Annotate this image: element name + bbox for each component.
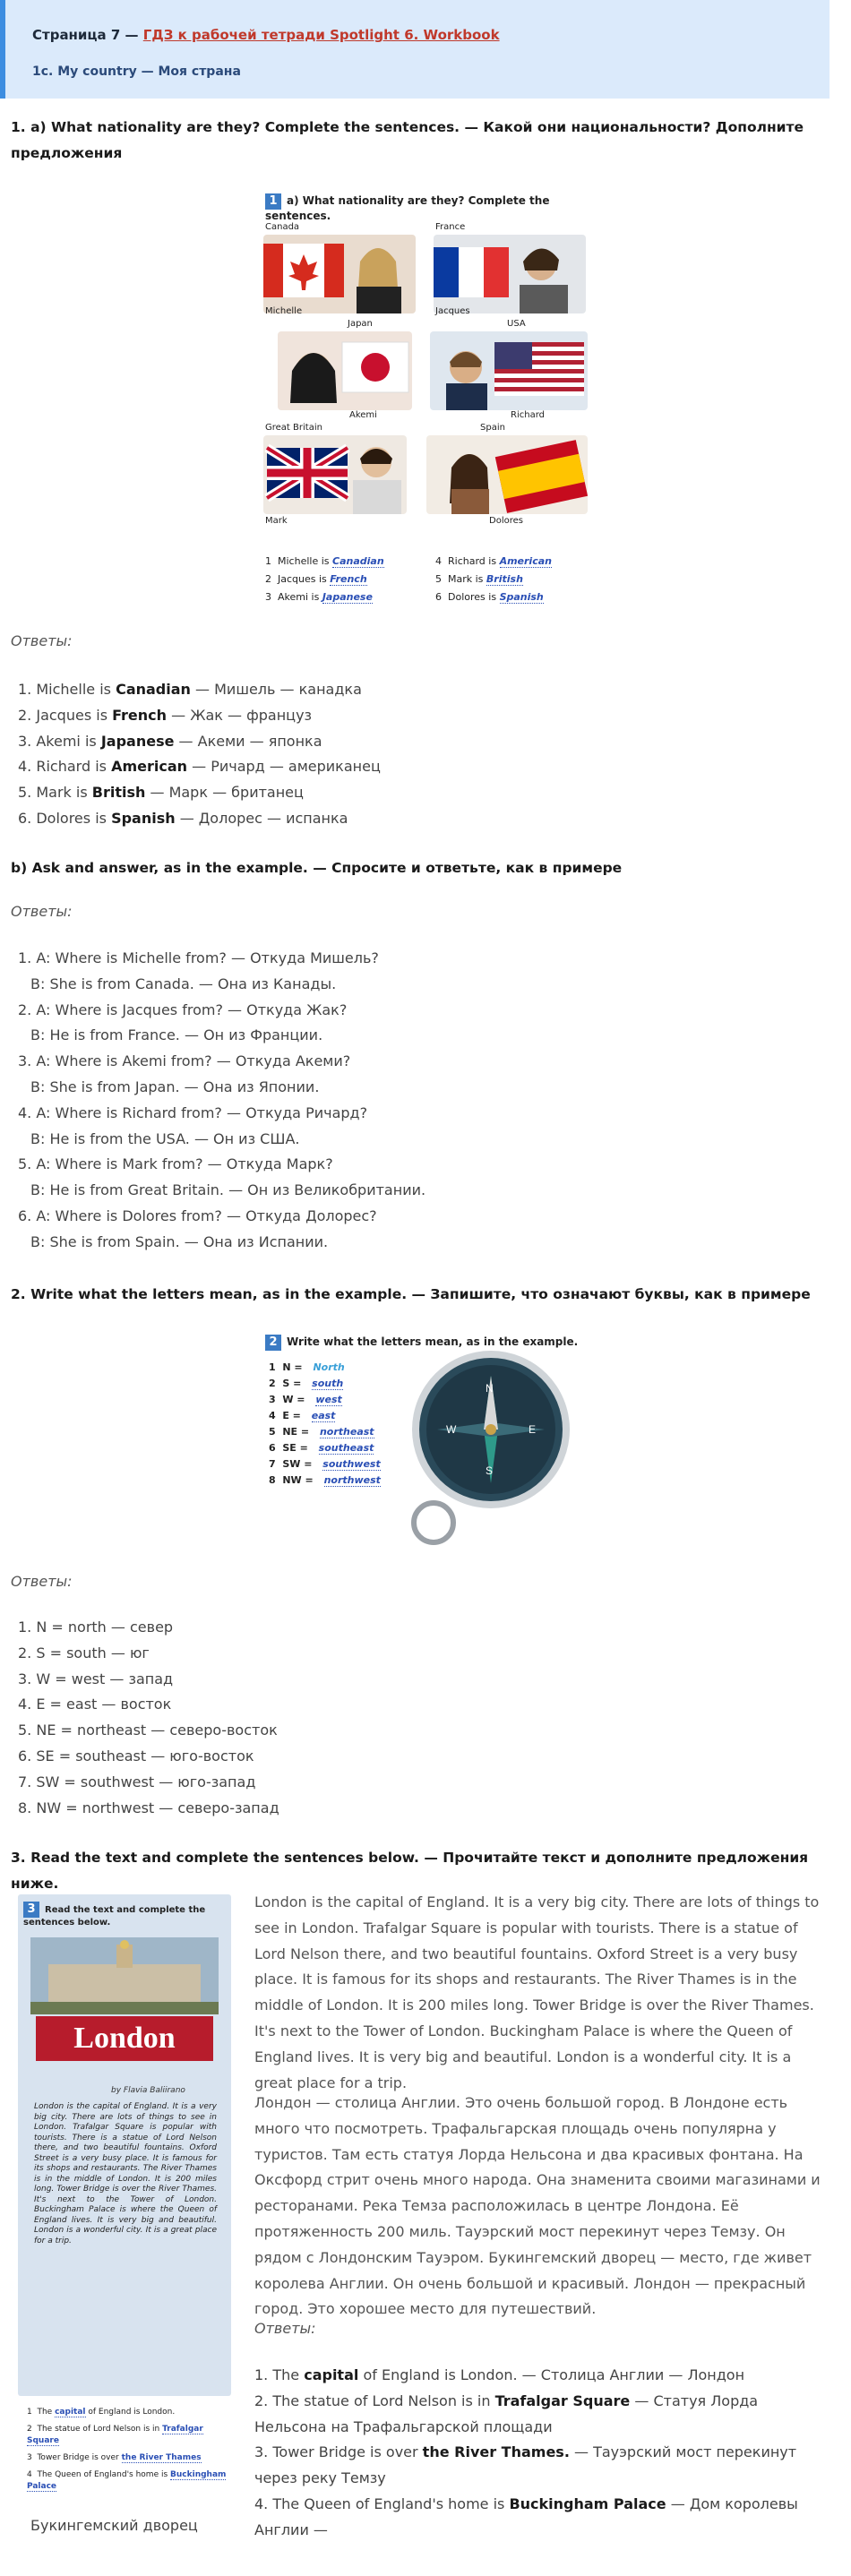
palace-photo-icon [30,1937,219,2014]
answers-label: Ответы: [11,1573,73,1590]
exercise-number-badge: 2 [265,1335,281,1351]
dialogue-item: 6. A: Where is Dolores from? — Откуда Долорес? B: She is from Spain. — Она из Испании. [18,1206,377,1250]
dialogue-item: 1. A: Where is Michelle from? — Откуда Мишель? B: She is from Canada. — Она из Канады. [18,949,379,992]
direction-row: 5 NE = northeast [269,1426,374,1438]
answers-list-3 [254,2363,828,2544]
svg-text:S: S [486,1464,494,1477]
exercise-1a-title: 1. a) What nationality are they? Complete the sentences. — Какой они национальности? Дополните предложения [11,119,804,161]
direction-row: 3 W = west [269,1394,342,1405]
handwritten-answer: the River Thames [121,2453,202,2462]
text-english: London is the capital of England. It is a very big city. There are lots of things to see in London. Trafalgar Square is popular with tourists. There is a statue of Lord Nelson there, and two beautiful fountains. Oxford Street is a very busy place. It is famous for its shops and restaurants. The River Thames is in the middle of London. It is 200 miles long. Tower Bridge is over the River Thames. It's next to the Tower of London. Buckingham Palace is where the Queen of England lives. It is very big and beautiful. London is a wonderful city. It is a great place for a trip. [254,1893,820,2091]
fill-text: Richard is [448,555,497,567]
text-russian: Лондон — столица Англии. Это очень большой город. В Лондоне есть много что посмотреть. Трафальгарская площадь очень популярна у туристов. Там есть статуя Лорда Нельсона и два красивых фонтана. На Оксфорд стрит очень много народа. Она знаменита своими магазинами и ресторанами. Река Темза расположилась в центре Лондона. Её протяженность 200 миль. Тауэрский мост перекинут через Темзу. Он рядом с Лондонским Тауэром. Букингемский дворец — место, где живет королева Англии. Он очень большой и красивый. Лондон — прекрасный город. Это хорошее место для путешествий. [254,2094,821,2318]
section-title: 1c. My country — Моя страна [32,64,241,79]
answer-item: 5. NE = northeast — северо-восток [18,1722,278,1739]
answer-item: 1. Michelle is Canadian — Мишель — канадка [18,681,362,698]
exercise-number-badge: 3 [23,1902,39,1918]
person-name: Richard [511,410,545,420]
photo-michelle [263,235,416,313]
person-name: Dolores [489,516,523,526]
exercise-1-figure [260,188,591,616]
dialogue-item: 3. A: Where is Akemi from? — Откуда Акеми? B: She is from Japan. — Она из Японии. [18,1052,351,1095]
answer-item: 2. S = south — юг [18,1644,150,1662]
breadcrumb-box [0,0,830,99]
exercise-1b-title: b) Ask and answer, as in the example. — Спросите и ответьте, как в примере [11,860,623,876]
fill-number: 3 [265,591,271,603]
answer-item: 8. NW = northwest — северо-запад [18,1799,279,1816]
answers-list-1a [18,677,824,832]
handwritten-answer: southwest [322,1458,381,1470]
answer-item: 3. W = west — запад [18,1670,174,1687]
country-label: Spain [480,423,505,433]
fill-text: Michelle is [278,555,330,567]
photo-dolores [426,435,588,514]
photo-mark [263,435,407,514]
answers-label: Ответы: [254,2320,316,2337]
svg-text:E: E [529,1423,537,1436]
london-banner: London [36,2016,213,2061]
answer-item: 2. Jacques is French — Жак — француз [18,706,313,724]
france-flag-icon [434,235,586,313]
handwritten-answer: northwest [323,1474,381,1486]
handwritten-answer: west [315,1394,342,1405]
handwritten-answer: French [330,573,367,585]
direction-row: 2 S = south [269,1378,344,1389]
photo-jacques [434,235,586,313]
answer-item: 5. Mark is British — Марк — британец [18,784,304,802]
fill-row: 3 Tower Bridge is over the River Thames [27,2453,202,2462]
answer-item: 1. N = north — север [18,1619,174,1636]
handwritten-answer: northeast [319,1426,374,1438]
japan-flag-icon [278,331,412,410]
answer-item: 6. Dolores is Spanish — Долорес — испанка [18,809,348,827]
handwritten-answer: east [311,1410,336,1421]
fill-row [435,591,544,603]
workbook-link[interactable]: ГДЗ к рабочей тетради Spotlight 6. Workbook [142,27,500,43]
figure-fills [27,2407,231,2493]
svg-text:W: W [446,1423,457,1436]
dialogue-item: 5. A: Where is Mark from? — Откуда Марк? B: He is from Great Britain. — Он из Великобритании. [18,1155,426,1199]
figure-title [265,193,591,222]
article-author: by Flavia Baliirano [111,2086,185,2095]
person-name: Jacques [435,306,470,316]
answer-item: 4. Richard is American — Ричард — американец [18,758,381,776]
answers-list-1b [18,946,824,1256]
handwritten-answer: British [486,573,523,585]
answers-list-2 [18,1615,824,1821]
direction-row: 6 SE = southeast [269,1442,374,1454]
person-name: Michelle [265,306,303,316]
fill-number: 4 [435,555,442,567]
photo-richard [430,331,588,410]
uk-flag-icon [263,435,407,514]
fill-row: 1 The capital of England is London. [27,2408,176,2417]
london-article-image [18,1894,231,2396]
handwritten-answer: south [312,1378,344,1389]
svg-text:N: N [486,1382,494,1395]
usa-flag-stripes [494,342,584,396]
direction-row: 1 N = North [269,1361,345,1373]
answer-continuation: Букингемский дворец [30,2517,198,2534]
country-label: Japan [348,319,373,329]
fill-row [265,555,384,567]
fill-row [435,555,552,567]
fill-number: 6 [435,591,442,603]
handwritten-answer: American [499,555,552,567]
spain-flag-icon [426,435,588,514]
fill-number: 2 [265,573,271,585]
handwritten-answer: Buckingham Palace [27,2470,227,2491]
country-label: Great Britain [265,423,322,433]
figure-title-text: a) What nationality are they? Complete the sentences. [265,194,550,222]
answer-item: 4. E = east — восток [18,1696,172,1713]
handwritten-answer: Japanese [322,591,373,603]
compass-icon [394,1340,582,1551]
answer-item: 3. Tower Bridge is over the River Thames. — Тауэрский мост перекинут через реку Темзу [254,2443,797,2487]
usa-flag-icon [430,331,588,410]
breadcrumb-prefix: Страница 7 — [32,27,143,43]
fill-number: 1 [265,555,271,567]
figure-title-text: Write what the letters mean, as in the example. [287,1335,579,1348]
exercise-number-badge: 1 [265,193,281,210]
fill-row: 2 The statue of Lord Nelson is in Trafalgar Square [27,2425,203,2445]
answer-item: 1. The capital of England is London. — Столица Англии — Лондон [254,2366,745,2383]
country-label: France [435,222,466,232]
answer-item: 3. Akemi is Japanese — Акеми — японка [18,732,322,750]
fill-row [265,573,367,585]
dialogue-item: 2. A: Where is Jacques from? — Откуда Жак? B: He is from France. — Он из Франции. [18,1000,348,1044]
figure-title [23,1902,220,1928]
direction-row: 4 E = east [269,1410,336,1421]
direction-row: 8 NW = northwest [269,1474,381,1486]
fill-number: 5 [435,573,442,585]
fill-text: Jacques is [278,573,327,585]
country-label: USA [507,319,526,329]
country-label: Canada [265,222,300,232]
exercise-2-figure [260,1326,591,1553]
figure-title-text: Read the text and complete the sentences below. [23,1905,206,1928]
answers-label: Ответы: [11,632,73,649]
fill-text: Dolores is [448,591,497,603]
fill-text: Mark is [448,573,484,585]
answer-item: 4. The Queen of England's home is Buckingham Palace — Дом королевы Англии — [254,2494,798,2538]
answer-item: 6. SE = southeast — юго-восток [18,1747,254,1765]
photo-akemi [278,331,412,410]
fill-row [265,591,373,603]
person-name: Akemi [349,410,377,420]
person-name: Mark [265,516,288,526]
answers-label: Ответы: [11,903,73,920]
exercise-3-title: 3. Read the text and complete the sentences below. — Прочитайте текст и дополните предложения ниже. [11,1850,809,1892]
canada-flag-icon [263,235,416,313]
article-text: London is the capital of England. It is a very big city. There are lots of things to see in London. Trafalgar Square is popular with tourists. There is a statue of Lord Nelson there, and two beautiful fountains. Oxford Street is a very busy place. It is famous for its shops and restaurants. The River Thames is in the middle of London. It is 200 miles long. Tower Bridge is over the River Thames. It's next to the Tower of London. Buckingham Palace is where the Queen of England lives. It is very big and beautiful. London is a wonderful city. It is a great place for a trip. [34,2102,217,2245]
breadcrumb [32,27,830,43]
answer-item: 7. SW = southwest — юго-запад [18,1773,256,1790]
direction-row: 7 SW = southwest [269,1458,381,1470]
exercise-2-title: 2. Write what the letters mean, as in the example. — Запишите, что означают буквы, как в примере [11,1286,811,1302]
fill-row: 4 The Queen of England's home is Buckingham Palace [27,2470,227,2491]
fill-row [435,573,523,585]
answer-item: 2. The statue of Lord Nelson is in Trafalgar Square — Статуя Лорда Нельсона на Трафальгарской площади [254,2391,759,2435]
handwritten-answer: Trafalgar Square [27,2425,203,2445]
handwritten-answer: capital [55,2408,86,2417]
fill-text: Akemi is [278,591,320,603]
dialogue-item: 4. A: Where is Richard from? — Откуда Ричард? B: He is from the USA. — Он из США. [18,1103,368,1147]
exercise-3-figure [18,1894,231,2502]
handwritten-answer: North [313,1361,345,1373]
handwritten-answer: Spanish [499,591,544,603]
handwritten-answer: southeast [318,1442,374,1454]
handwritten-answer: Canadian [332,555,384,567]
